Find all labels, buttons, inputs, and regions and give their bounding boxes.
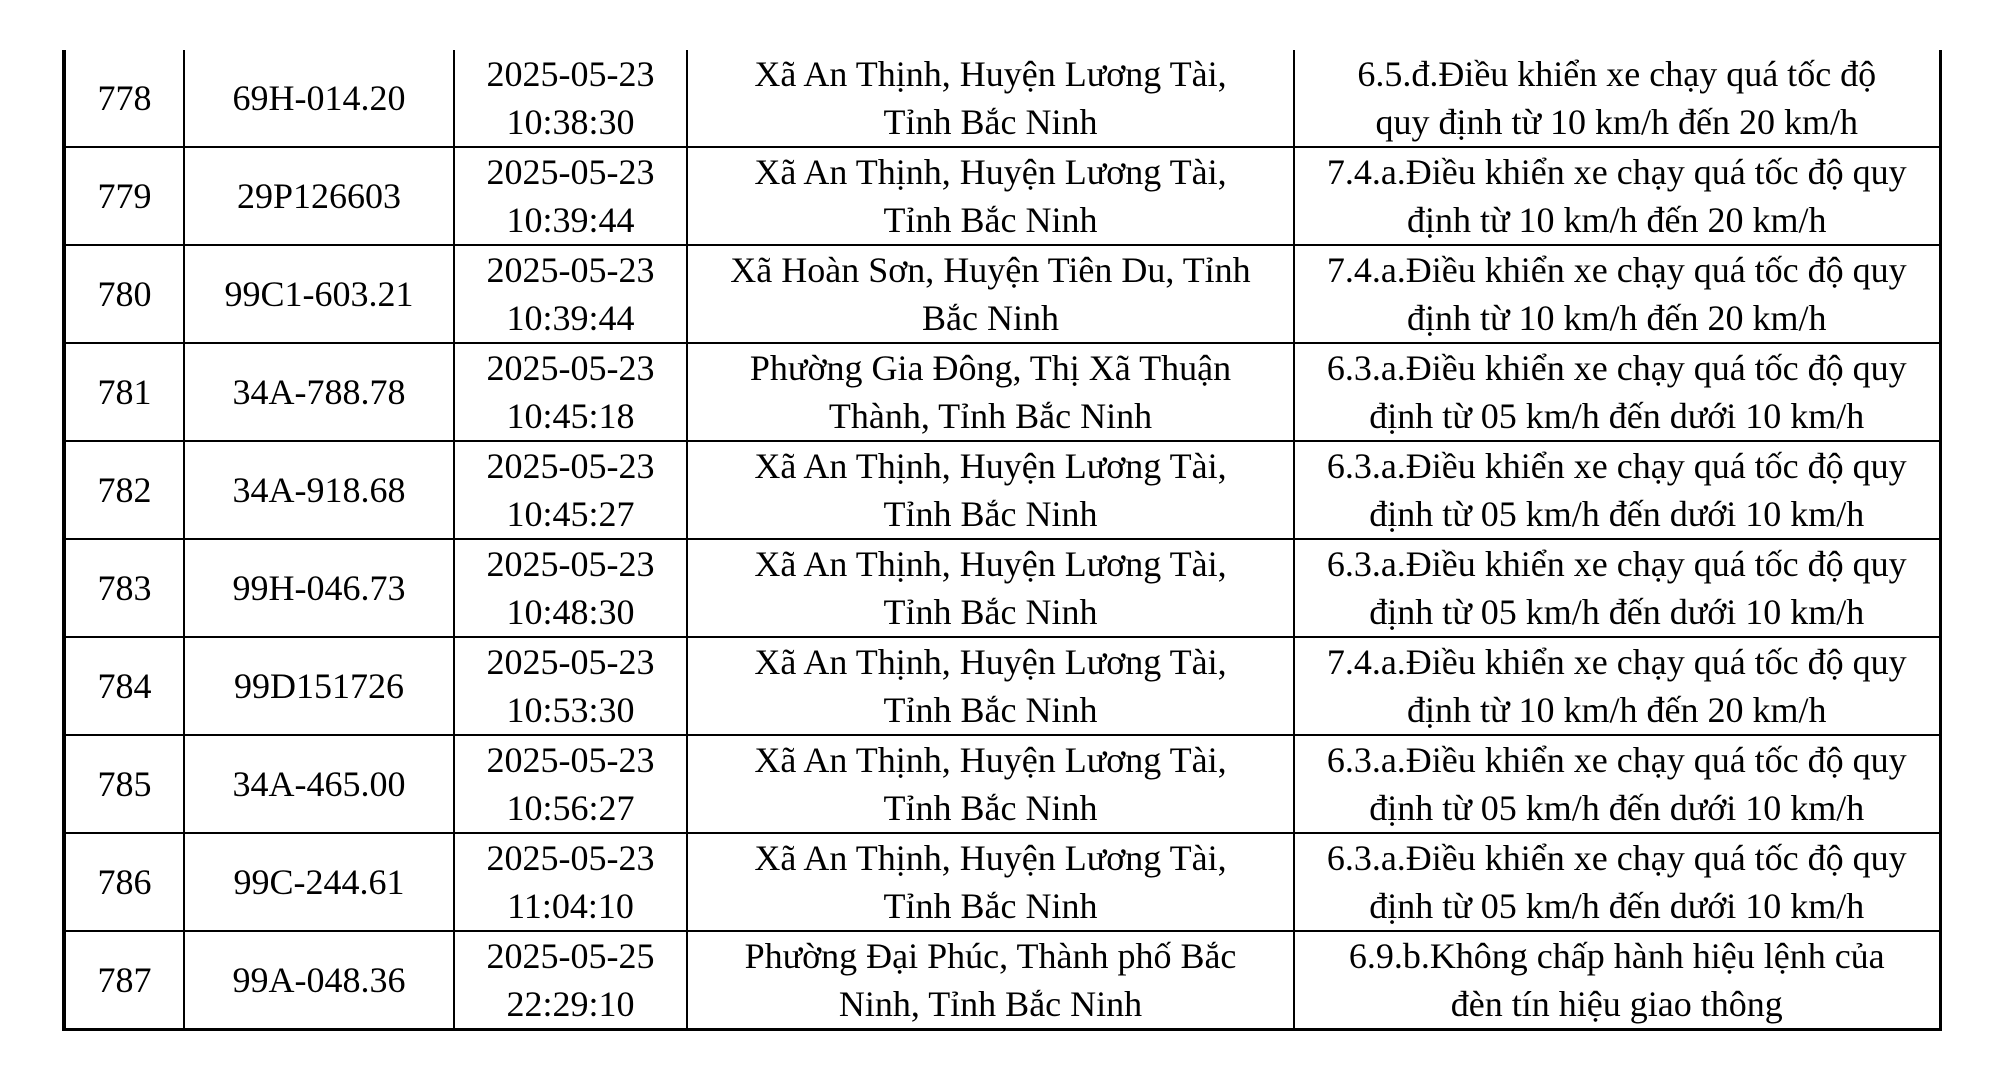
license-plate-cell (184, 833, 454, 931)
violation-description-cell-text: 7.4.a.Điều khiển xe chạy quá tốc độ quy định từ 10 km/h đến 20 km/h (1326, 642, 1907, 730)
violation-time-cell (454, 833, 687, 931)
row-number-cell (64, 343, 184, 441)
license-plate-cell (184, 147, 454, 245)
violation-time-cell (454, 441, 687, 539)
row-number-cell (64, 735, 184, 833)
license-plate-cell (184, 245, 454, 343)
row-number-cell-text: 783 (97, 568, 152, 608)
license-plate-cell-text: 69H-014.20 (232, 78, 406, 118)
violation-location-cell (687, 343, 1294, 441)
violation-description-cell (1294, 343, 1940, 441)
violation-location-cell (687, 833, 1294, 931)
violation-time-cell-text: 2025-05-25 22:29:10 (486, 936, 655, 1024)
row-number-cell (64, 441, 184, 539)
violation-location-cell (687, 931, 1294, 1030)
license-plate-cell (184, 50, 454, 147)
violation-description-cell (1294, 147, 1940, 245)
violation-location-cell (687, 637, 1294, 735)
violation-description-cell-text: 6.5.đ.Điều khiển xe chạy quá tốc độ quy định từ 10 km/h đến 20 km/h (1357, 54, 1877, 142)
table-row (64, 343, 1940, 441)
violation-description-cell (1294, 735, 1940, 833)
violation-time-cell-text: 2025-05-23 10:53:30 (486, 642, 655, 730)
table-row (64, 931, 1940, 1030)
license-plate-cell-text: 34A-465.00 (232, 764, 406, 804)
row-number-cell-text: 781 (97, 372, 152, 412)
violation-location-cell (687, 441, 1294, 539)
row-number-cell-text: 785 (97, 764, 152, 804)
license-plate-cell-text: 99C1-603.21 (224, 274, 414, 314)
row-number-cell-text: 784 (97, 666, 152, 706)
violation-description-cell (1294, 441, 1940, 539)
row-number-cell-text: 780 (97, 274, 152, 314)
table-body (64, 50, 1940, 1030)
table-row (64, 245, 1940, 343)
license-plate-cell-text: 99H-046.73 (232, 568, 406, 608)
violation-time-cell (454, 931, 687, 1030)
table-row (64, 735, 1940, 833)
violation-time-cell-text: 2025-05-23 10:38:30 (486, 54, 655, 142)
violation-description-cell-text: 6.3.a.Điều khiển xe chạy quá tốc độ quy định từ 05 km/h đến dưới 10 km/h (1326, 544, 1907, 632)
table-row (64, 833, 1940, 931)
violation-time-cell (454, 343, 687, 441)
violation-location-cell-text: Phường Gia Đông, Thị Xã Thuận Thành, Tỉnh Bắc Ninh (749, 348, 1232, 436)
violation-description-cell-text: 6.3.a.Điều khiển xe chạy quá tốc độ quy định từ 05 km/h đến dưới 10 km/h (1326, 446, 1907, 534)
violation-location-cell-text: Xã An Thịnh, Huyện Lương Tài, Tỉnh Bắc Ninh (754, 544, 1227, 632)
violation-description-cell-text: 7.4.a.Điều khiển xe chạy quá tốc độ quy định từ 10 km/h đến 20 km/h (1326, 152, 1907, 240)
license-plate-cell-text: 99A-048.36 (232, 960, 406, 1000)
table-row (64, 50, 1940, 147)
row-number-cell-text: 787 (97, 960, 152, 1000)
violation-location-cell (687, 735, 1294, 833)
violation-description-cell (1294, 245, 1940, 343)
violation-location-cell-text: Xã An Thịnh, Huyện Lương Tài, Tỉnh Bắc Ninh (754, 642, 1227, 730)
row-number-cell (64, 637, 184, 735)
license-plate-cell-text: 34A-918.68 (232, 470, 406, 510)
violation-time-cell (454, 637, 687, 735)
license-plate-cell-text: 99D151726 (234, 666, 404, 706)
violation-location-cell (687, 245, 1294, 343)
violation-time-cell-text: 2025-05-23 11:04:10 (486, 838, 655, 926)
violation-time-cell (454, 735, 687, 833)
violation-description-cell-text: 6.3.a.Điều khiển xe chạy quá tốc độ quy định từ 05 km/h đến dưới 10 km/h (1326, 740, 1907, 828)
violation-time-cell-text: 2025-05-23 10:56:27 (486, 740, 655, 828)
row-number-cell-text: 778 (97, 78, 152, 118)
license-plate-cell (184, 735, 454, 833)
violation-location-cell-text: Xã An Thịnh, Huyện Lương Tài, Tỉnh Bắc Ninh (754, 446, 1227, 534)
row-number-cell (64, 50, 184, 147)
violation-description-cell (1294, 539, 1940, 637)
row-number-cell-text: 786 (97, 862, 152, 902)
table-row (64, 441, 1940, 539)
violation-description-cell-text: 6.9.b.Không chấp hành hiệu lệnh của đèn tín hiệu giao thông (1348, 936, 1885, 1024)
table-row (64, 539, 1940, 637)
table-row (64, 637, 1940, 735)
violation-location-cell-text: Xã An Thịnh, Huyện Lương Tài, Tỉnh Bắc Ninh (754, 152, 1227, 240)
violation-time-cell (454, 245, 687, 343)
row-number-cell (64, 539, 184, 637)
violation-time-cell-text: 2025-05-23 10:39:44 (486, 152, 655, 240)
table-row (64, 147, 1940, 245)
license-plate-cell-text: 29P126603 (236, 176, 402, 216)
violation-time-cell (454, 50, 687, 147)
violation-description-cell-text: 6.3.a.Điều khiển xe chạy quá tốc độ quy định từ 05 km/h đến dưới 10 km/h (1326, 838, 1907, 926)
violation-description-cell (1294, 637, 1940, 735)
violation-location-cell-text: Xã Hoàn Sơn, Huyện Tiên Du, Tỉnh Bắc Ninh (730, 250, 1251, 338)
violation-description-cell-text: 7.4.a.Điều khiển xe chạy quá tốc độ quy định từ 10 km/h đến 20 km/h (1326, 250, 1907, 338)
row-number-cell-text: 782 (97, 470, 152, 510)
violation-location-cell (687, 147, 1294, 245)
license-plate-cell (184, 441, 454, 539)
violation-time-cell-text: 2025-05-23 10:48:30 (486, 544, 655, 632)
license-plate-cell (184, 343, 454, 441)
violation-location-cell (687, 539, 1294, 637)
row-number-cell (64, 931, 184, 1030)
violation-location-cell-text: Phường Đại Phúc, Thành phố Bắc Ninh, Tỉnh Bắc Ninh (744, 936, 1237, 1024)
violation-description-cell (1294, 931, 1940, 1030)
row-number-cell (64, 833, 184, 931)
violation-time-cell (454, 539, 687, 637)
row-number-cell-text: 779 (97, 176, 152, 216)
violation-time-cell (454, 147, 687, 245)
violation-description-cell-text: 6.3.a.Điều khiển xe chạy quá tốc độ quy định từ 05 km/h đến dưới 10 km/h (1326, 348, 1907, 436)
violation-location-cell-text: Xã An Thịnh, Huyện Lương Tài, Tỉnh Bắc Ninh (754, 838, 1227, 926)
violation-description-cell (1294, 50, 1940, 147)
license-plate-cell (184, 637, 454, 735)
violation-table (62, 50, 1942, 1031)
violation-time-cell-text: 2025-05-23 10:45:27 (486, 446, 655, 534)
violation-location-cell (687, 50, 1294, 147)
license-plate-cell (184, 931, 454, 1030)
violation-description-cell (1294, 833, 1940, 931)
license-plate-cell (184, 539, 454, 637)
license-plate-cell-text: 34A-788.78 (232, 372, 406, 412)
violation-time-cell-text: 2025-05-23 10:45:18 (486, 348, 655, 436)
violation-location-cell-text: Xã An Thịnh, Huyện Lương Tài, Tỉnh Bắc Ninh (754, 54, 1227, 142)
violation-time-cell-text: 2025-05-23 10:39:44 (486, 250, 655, 338)
row-number-cell (64, 147, 184, 245)
license-plate-cell-text: 99C-244.61 (233, 862, 405, 902)
row-number-cell (64, 245, 184, 343)
violation-location-cell-text: Xã An Thịnh, Huyện Lương Tài, Tỉnh Bắc Ninh (754, 740, 1227, 828)
